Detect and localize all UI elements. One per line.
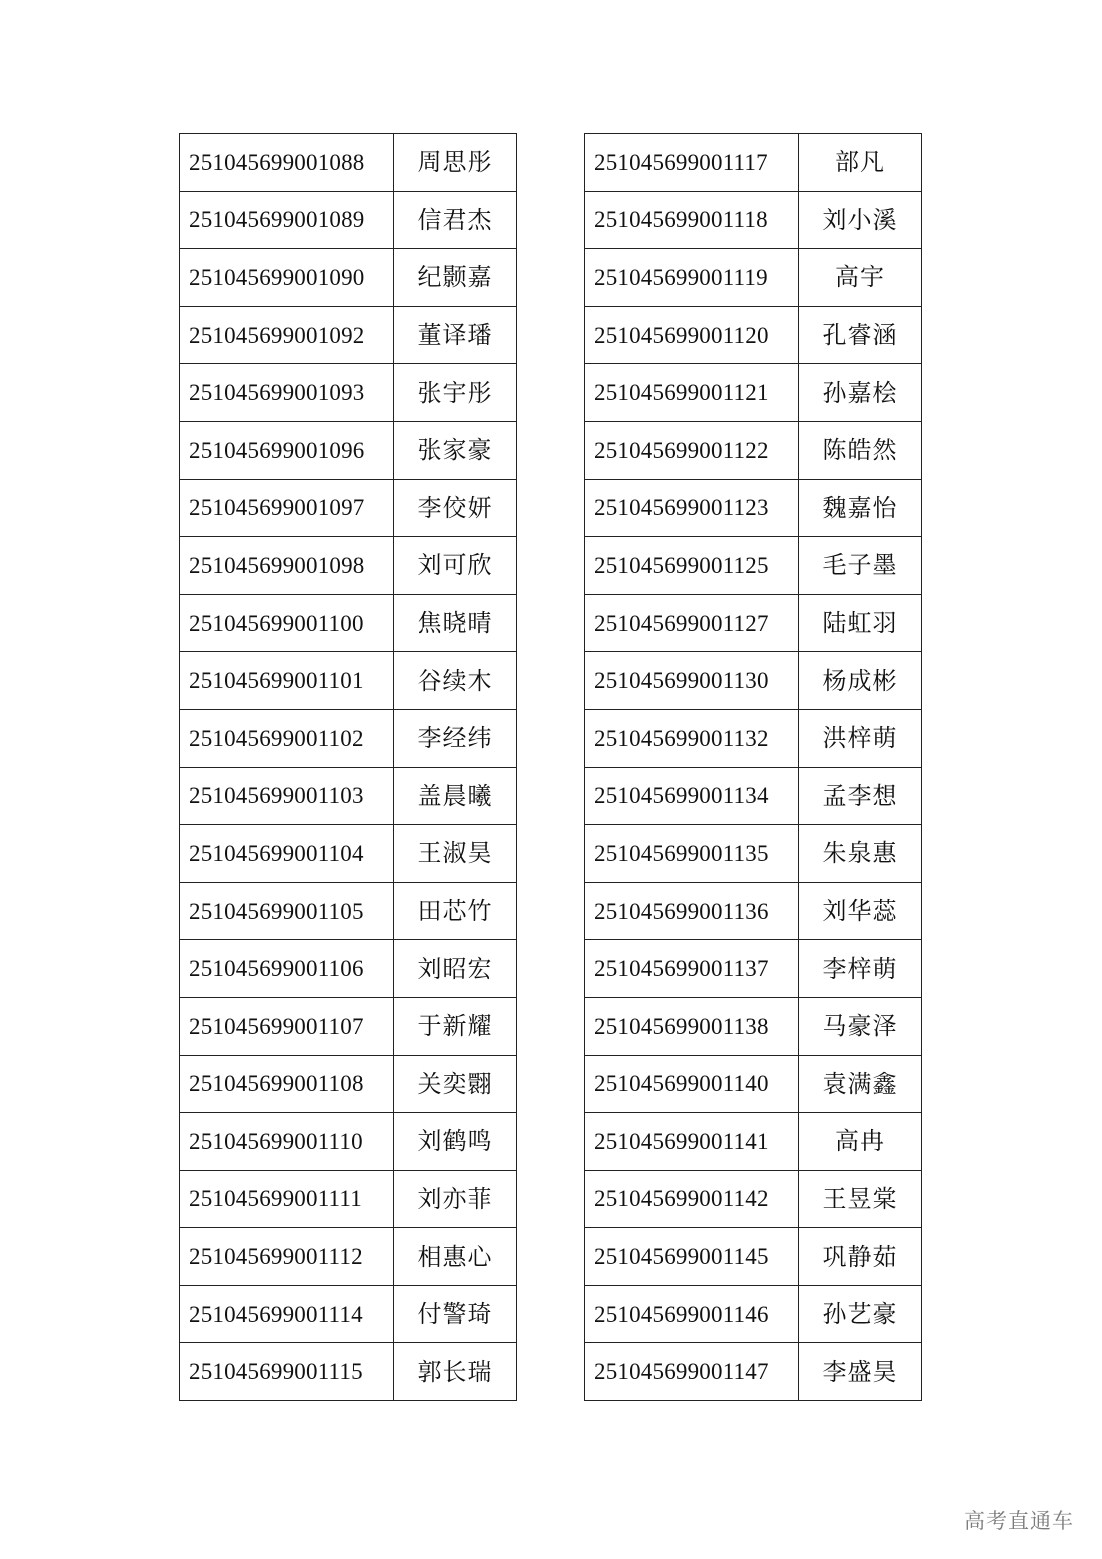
table-row [585, 940, 922, 998]
candidate-id-cell: 251045699001097 [180, 479, 394, 537]
candidate-id-cell: 251045699001130 [585, 652, 799, 710]
candidate-id-cell: 251045699001125 [585, 537, 799, 595]
table-row [585, 882, 922, 940]
candidate-name-cell: 郭长瑞 [394, 1343, 517, 1401]
candidate-id-cell: 251045699001141 [585, 1113, 799, 1171]
table-row [180, 306, 517, 364]
candidate-name-cell: 孙艺豪 [799, 1285, 922, 1343]
candidate-table-right [584, 133, 922, 1401]
table-row [180, 364, 517, 422]
candidate-name-cell: 李盛昊 [799, 1343, 922, 1401]
table-row [585, 537, 922, 595]
candidate-id-cell: 251045699001119 [585, 249, 799, 307]
table-row [585, 421, 922, 479]
candidate-id-cell: 251045699001110 [180, 1113, 394, 1171]
candidate-id-cell: 251045699001147 [585, 1343, 799, 1401]
candidate-id-cell: 251045699001118 [585, 191, 799, 249]
candidate-id-cell: 251045699001108 [180, 1055, 394, 1113]
candidate-name-cell: 陆虹羽 [799, 594, 922, 652]
table-row [585, 306, 922, 364]
candidate-name-cell: 魏嘉怡 [799, 479, 922, 537]
candidate-id-cell: 251045699001100 [180, 594, 394, 652]
candidate-id-cell: 251045699001137 [585, 940, 799, 998]
candidate-id-cell: 251045699001102 [180, 709, 394, 767]
table-row [585, 997, 922, 1055]
candidate-id-cell: 251045699001093 [180, 364, 394, 422]
candidate-id-cell: 251045699001132 [585, 709, 799, 767]
candidate-id-cell: 251045699001138 [585, 997, 799, 1055]
candidate-id-cell: 251045699001123 [585, 479, 799, 537]
candidate-name-cell: 刘可欣 [394, 537, 517, 595]
candidate-id-cell: 251045699001106 [180, 940, 394, 998]
table-row [585, 1285, 922, 1343]
candidate-id-cell: 251045699001103 [180, 767, 394, 825]
candidate-name-cell: 李经纬 [394, 709, 517, 767]
table-row [180, 767, 517, 825]
candidate-table-left [179, 133, 517, 1401]
candidate-name-cell: 孟李想 [799, 767, 922, 825]
table-row [180, 1170, 517, 1228]
candidate-name-cell: 相惠心 [394, 1228, 517, 1286]
candidate-id-cell: 251045699001089 [180, 191, 394, 249]
table-row [585, 709, 922, 767]
candidate-name-cell: 朱泉惠 [799, 825, 922, 883]
table-row [585, 594, 922, 652]
candidate-name-cell: 袁满鑫 [799, 1055, 922, 1113]
candidate-name-cell: 张家豪 [394, 421, 517, 479]
candidate-name-cell: 焦晓晴 [394, 594, 517, 652]
candidate-id-cell: 251045699001121 [585, 364, 799, 422]
candidate-name-cell: 孙嘉桧 [799, 364, 922, 422]
candidate-id-cell: 251045699001104 [180, 825, 394, 883]
candidate-name-cell: 刘亦菲 [394, 1170, 517, 1228]
table-row [585, 1113, 922, 1171]
candidate-name-cell: 田芯竹 [394, 882, 517, 940]
table-row [180, 1113, 517, 1171]
candidate-name-cell: 李佼妍 [394, 479, 517, 537]
candidate-name-cell: 董译璠 [394, 306, 517, 364]
watermark: 高考直通车 [964, 1509, 1074, 1533]
table-row [180, 191, 517, 249]
candidate-id-cell: 251045699001136 [585, 882, 799, 940]
candidate-name-cell: 周思彤 [394, 134, 517, 192]
table-row [180, 1285, 517, 1343]
table-row [585, 767, 922, 825]
candidate-id-cell: 251045699001112 [180, 1228, 394, 1286]
table-row [180, 1228, 517, 1286]
candidate-name-cell: 于新耀 [394, 997, 517, 1055]
table-row [180, 940, 517, 998]
candidate-id-cell: 251045699001117 [585, 134, 799, 192]
table-row [180, 134, 517, 192]
candidate-id-cell: 251045699001105 [180, 882, 394, 940]
table-row [180, 537, 517, 595]
table-row [180, 652, 517, 710]
candidate-name-cell: 王昱棠 [799, 1170, 922, 1228]
candidate-name-cell: 马豪泽 [799, 997, 922, 1055]
candidate-id-cell: 251045699001127 [585, 594, 799, 652]
candidate-name-cell: 毛子墨 [799, 537, 922, 595]
table-row [180, 1343, 517, 1401]
table-row [180, 997, 517, 1055]
candidate-name-cell: 刘华蕊 [799, 882, 922, 940]
candidate-name-cell: 谷续木 [394, 652, 517, 710]
candidate-name-cell: 王淑昊 [394, 825, 517, 883]
table-row [180, 882, 517, 940]
table-row [180, 249, 517, 307]
candidate-name-cell: 关奕翾 [394, 1055, 517, 1113]
candidate-id-cell: 251045699001146 [585, 1285, 799, 1343]
candidate-id-cell: 251045699001122 [585, 421, 799, 479]
candidate-id-cell: 251045699001098 [180, 537, 394, 595]
candidate-id-cell: 251045699001140 [585, 1055, 799, 1113]
table-row [180, 479, 517, 537]
table-row [180, 594, 517, 652]
table-row [585, 1055, 922, 1113]
candidate-id-cell: 251045699001120 [585, 306, 799, 364]
candidate-name-cell: 李梓萌 [799, 940, 922, 998]
table-row [585, 1228, 922, 1286]
table-row [180, 421, 517, 479]
candidate-id-cell: 251045699001145 [585, 1228, 799, 1286]
candidate-name-cell: 付警琦 [394, 1285, 517, 1343]
candidate-name-cell: 杨成彬 [799, 652, 922, 710]
table-row [585, 249, 922, 307]
candidate-name-cell: 巩静茹 [799, 1228, 922, 1286]
candidate-id-cell: 251045699001135 [585, 825, 799, 883]
candidate-name-cell: 陈皓然 [799, 421, 922, 479]
candidate-name-cell: 高宇 [799, 249, 922, 307]
candidate-name-cell: 洪梓萌 [799, 709, 922, 767]
table-row [585, 479, 922, 537]
candidate-id-cell: 251045699001111 [180, 1170, 394, 1228]
candidate-name-cell: 盖晨曦 [394, 767, 517, 825]
candidate-id-cell: 251045699001142 [585, 1170, 799, 1228]
table-row [585, 652, 922, 710]
candidate-name-cell: 信君杰 [394, 191, 517, 249]
table-row [585, 825, 922, 883]
candidate-name-cell: 刘小溪 [799, 191, 922, 249]
table-row [180, 709, 517, 767]
candidate-id-cell: 251045699001096 [180, 421, 394, 479]
candidate-id-cell: 251045699001088 [180, 134, 394, 192]
candidate-id-cell: 251045699001092 [180, 306, 394, 364]
candidate-name-cell: 部凡 [799, 134, 922, 192]
table-row [180, 1055, 517, 1113]
candidate-id-cell: 251045699001134 [585, 767, 799, 825]
table-row [585, 364, 922, 422]
candidate-id-cell: 251045699001090 [180, 249, 394, 307]
table-row [585, 134, 922, 192]
candidate-id-cell: 251045699001101 [180, 652, 394, 710]
table-row [585, 191, 922, 249]
candidate-name-cell: 张宇彤 [394, 364, 517, 422]
candidate-id-cell: 251045699001107 [180, 997, 394, 1055]
candidate-name-cell: 纪颢嘉 [394, 249, 517, 307]
candidate-id-cell: 251045699001114 [180, 1285, 394, 1343]
candidate-name-cell: 孔睿涵 [799, 306, 922, 364]
candidate-name-cell: 刘鹤鸣 [394, 1113, 517, 1171]
table-row [585, 1170, 922, 1228]
candidate-name-cell: 刘昭宏 [394, 940, 517, 998]
candidate-id-cell: 251045699001115 [180, 1343, 394, 1401]
table-row [585, 1343, 922, 1401]
table-row [180, 825, 517, 883]
candidate-name-cell: 高冉 [799, 1113, 922, 1171]
